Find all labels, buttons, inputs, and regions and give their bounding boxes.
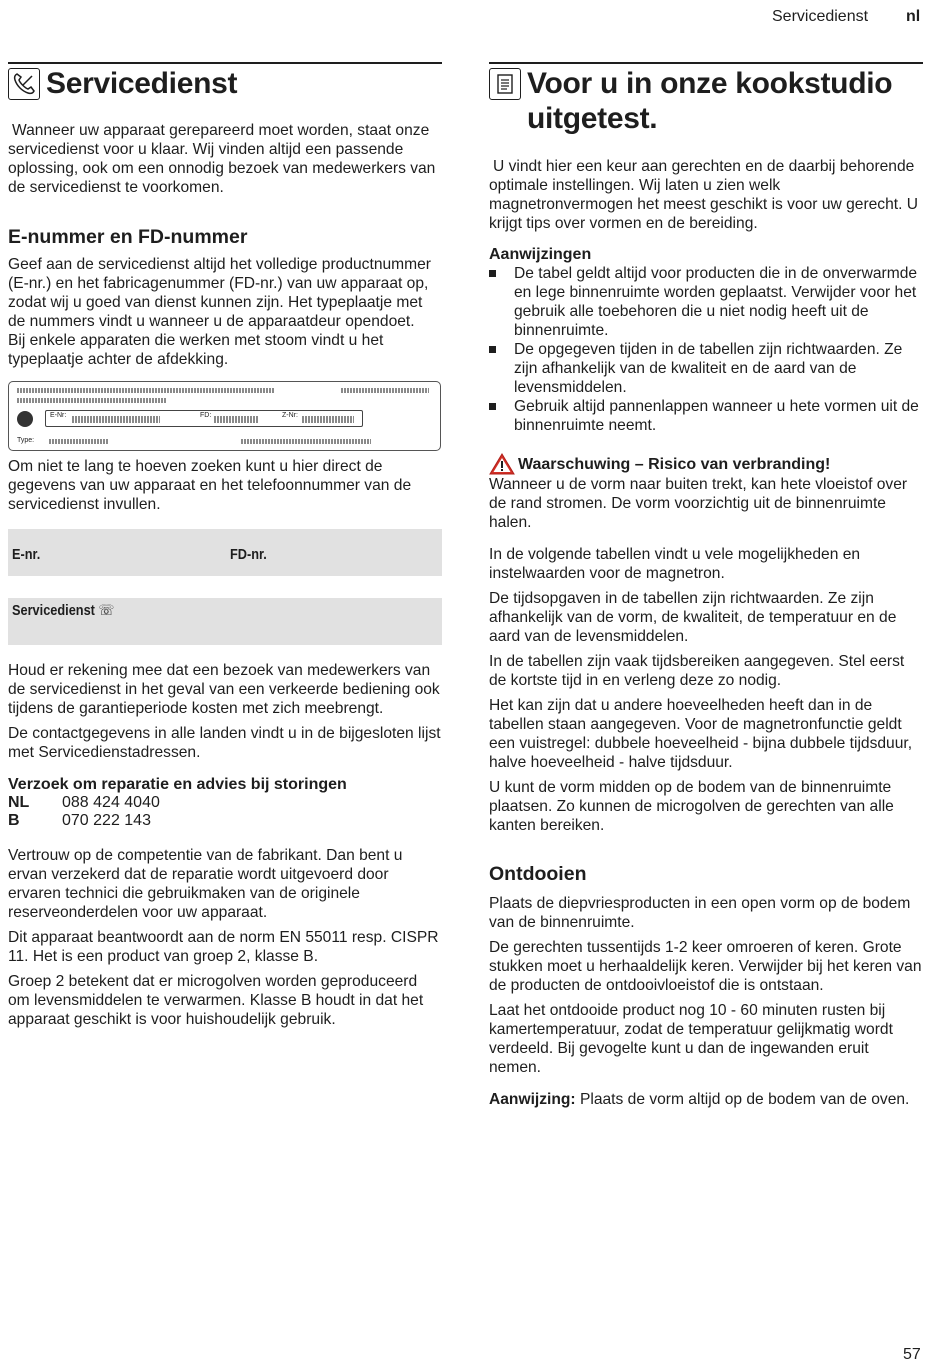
warning-heading <box>489 453 923 475</box>
plate-number-box <box>45 410 363 427</box>
page-number: 57 <box>903 1346 921 1363</box>
enummer-paragraph-2: Bij enkele apparaten die werken met stoom vindt u het typeplaatje achter de afdekking. <box>8 332 384 368</box>
enummer-paragraph-1: Geef aan de servicedienst altijd het volledige productnummer (E-nr.) en het fabricagenummer (FD-nr.) van uw apparaat op, zodat wij u goed van dienst kunnen zijn. Het typeplaatje met de nummers vindt u wanneer u de apparaatdeur opendoet. <box>8 256 432 330</box>
header-language: nl <box>906 8 921 25</box>
tables-paragraph-4: Het kan zijn dat u andere hoeveelheden heeft dan in de tabellen staan aangegeven. Voor de magnetronfunctie geldt een vuistregel: dubbele hoeveelheid - bijna dubbele tijdsduur, halve hoeveelheid - halve tijdsduur. <box>489 697 913 771</box>
ontdooien-heading: Ontdooien <box>489 863 587 885</box>
ontdooien-note <box>489 1090 923 1109</box>
tables-paragraph-2: De tijdsopgaven in de tabellen zijn richtwaarden. Ze zijn afhankelijk van de vorm, de kwaliteit, de temperatuur en de aard van de levensmiddelen. <box>489 590 897 645</box>
tables-paragraph-5: U kunt de vorm midden op de bodem van de binnenruimte plaatsen. Zo kunnen de microgolven de gerechten van alle kanten bereiken. <box>489 779 894 834</box>
type-plate-illustration <box>8 381 441 451</box>
warning-icon <box>489 453 515 475</box>
ontdooien-paragraph-3: Laat het ontdooide product nog 10 - 60 minuten rusten bij kamertemperatuur, zodat de temperatuur gelijkmatig wordt verdeeld. Bij gevogelte kunt u dan de ingewanden eruit nemen. <box>489 1002 893 1076</box>
fdnr-field-label: FD-nr. <box>230 546 267 563</box>
servicedienst-heading <box>8 62 442 101</box>
note-label: Aanwijzing: <box>489 1091 576 1108</box>
enummer-heading: E-nummer en FD-nummer <box>8 226 248 248</box>
plate-fd-label: FD: <box>200 412 212 419</box>
tables-paragraph-1: In de volgende tabellen vindt u vele mogelijkheden en instelwaarden voor de magnetron. <box>489 546 861 582</box>
servicedienst-box <box>8 598 442 645</box>
contact-paragraph: De contactgegevens in alle landen vindt u in de bijgesloten lijst met Servicedienstadressen. <box>8 725 441 761</box>
tables-paragraph-3: In de tabellen zijn vaak tijdsbereiken aangegeven. Stel eerst de kortste tijd in en verleng deze zo nodig. <box>489 653 905 689</box>
trust-paragraph: Vertrouw op de competentie van de fabrikant. Dan bent u ervan verzekerd dat de reparatie wordt uitgevoerd door ervaren technici die gebruikmaken van de originele reserveonderdelen voor uw apparaat. <box>8 847 403 921</box>
cost-paragraph: Houd er rekening mee dat een bezoek van medewerkers van de servicedienst in het geval van een verkeerde bediening ook tijdens de garantieperiode kosten met zich meebrengt. <box>8 662 440 717</box>
phone-row-b <box>8 812 442 830</box>
norm-paragraph: Dit apparaat beantwoordt aan de norm EN 55011 resp. CISPR 11. Het is een product van groep 2, klasse B. <box>8 929 439 965</box>
kookstudio-heading <box>489 62 923 136</box>
list-item: Gebruik altijd pannenlappen wanneer u hete vormen uit de binnenruimte neemt. <box>489 397 923 435</box>
page-header <box>0 8 950 30</box>
phone-country: B <box>8 812 20 829</box>
phone-number: 088 424 4040 <box>62 794 160 811</box>
note-text: Plaats de vorm altijd op de bodem van de oven. <box>575 1091 910 1108</box>
left-column <box>8 62 442 1029</box>
search-paragraph: Om niet te lang te hoeven zoeken kunt u hier direct de gegevens van uw apparaat en het telefoonnummer van de servicedienst invullen. <box>8 458 412 513</box>
phone-number: 070 222 143 <box>62 812 151 829</box>
kookstudio-title-line2: uitgetest. <box>527 102 658 135</box>
ontdooien-paragraph-2: De gerechten tussentijds 1-2 keer omroeren of keren. Grote stukken moet u herhaaldelijk keren. Verwijder bij het keren van de producten de ontdooivloeistof die is ontstaan. <box>489 939 922 994</box>
intro-paragraph: Wanneer uw apparaat gerepareerd moet worden, staat onze servicedienst voor u klaar. Wij vinden altijd een passende oplossing, ook om een onnodig bezoek van medewerkers van de servicedienst te voorkomen. <box>8 122 436 196</box>
phone-row-nl <box>8 794 442 812</box>
warning-title: Waarschuwing – Risico van verbranding! <box>518 455 831 473</box>
warning-text: Wanneer u de vorm naar buiten trekt, kan hete vloeistof over de rand stromen. De vorm voorzichtig uit de binnenruimte halen. <box>489 476 908 531</box>
plate-enr-label: E-Nr: <box>50 412 67 419</box>
kookstudio-intro: U vindt hier een keur aan gerechten en de daarbij behorende optimale instellingen. Wij laten u zien welk magnetronvermogen het meest geschikt is voor uw gerecht. U krijgt tips over vormen en de bereiding. <box>489 158 919 232</box>
list-item: De tabel geldt altijd voor producten die in de onverwarmde en lege binnenruimte worden geplaatst. Verwijder voor het gebruik alle toebehoren die u niet nodig heeft uit de binnenruimte. <box>489 264 923 340</box>
list-item: De opgegeven tijden in de tabellen zijn richtwaarden. Ze zijn afhankelijk van de kwaliteit en de aard van de levensmiddelen. <box>489 340 923 397</box>
servicedienst-field-label: Servicedienst ☏ <box>12 602 115 619</box>
notes-list <box>489 264 923 435</box>
kookstudio-title-line1: Voor u in onze kookstudio <box>527 67 893 100</box>
repair-heading: Verzoek om reparatie en advies bij storingen <box>8 776 347 793</box>
phone-country: NL <box>8 794 30 811</box>
phone-icon <box>8 68 40 100</box>
right-column <box>489 62 923 1109</box>
group-paragraph: Groep 2 betekent dat er microgolven worden geproduceerd om levensmiddelen te verwarmen. Klasse B houdt in dat het apparaat geschikt is voor huishoudelijk gebruik. <box>8 973 424 1028</box>
enr-field-label: E-nr. <box>12 546 41 563</box>
enr-fdnr-box <box>8 529 442 576</box>
brand-logo-icon <box>17 411 33 427</box>
ontdooien-paragraph-1: Plaats de diepvriesproducten in een open vorm op de bodem van de binnenruimte. <box>489 895 911 931</box>
plate-type-label: Type: <box>17 437 35 444</box>
header-section: Servicedienst <box>772 8 869 25</box>
page-title: Servicedienst <box>46 67 238 100</box>
notes-heading: Aanwijzingen <box>489 246 592 263</box>
document-icon <box>489 68 521 100</box>
plate-znr-label: Z-Nr: <box>282 412 298 419</box>
